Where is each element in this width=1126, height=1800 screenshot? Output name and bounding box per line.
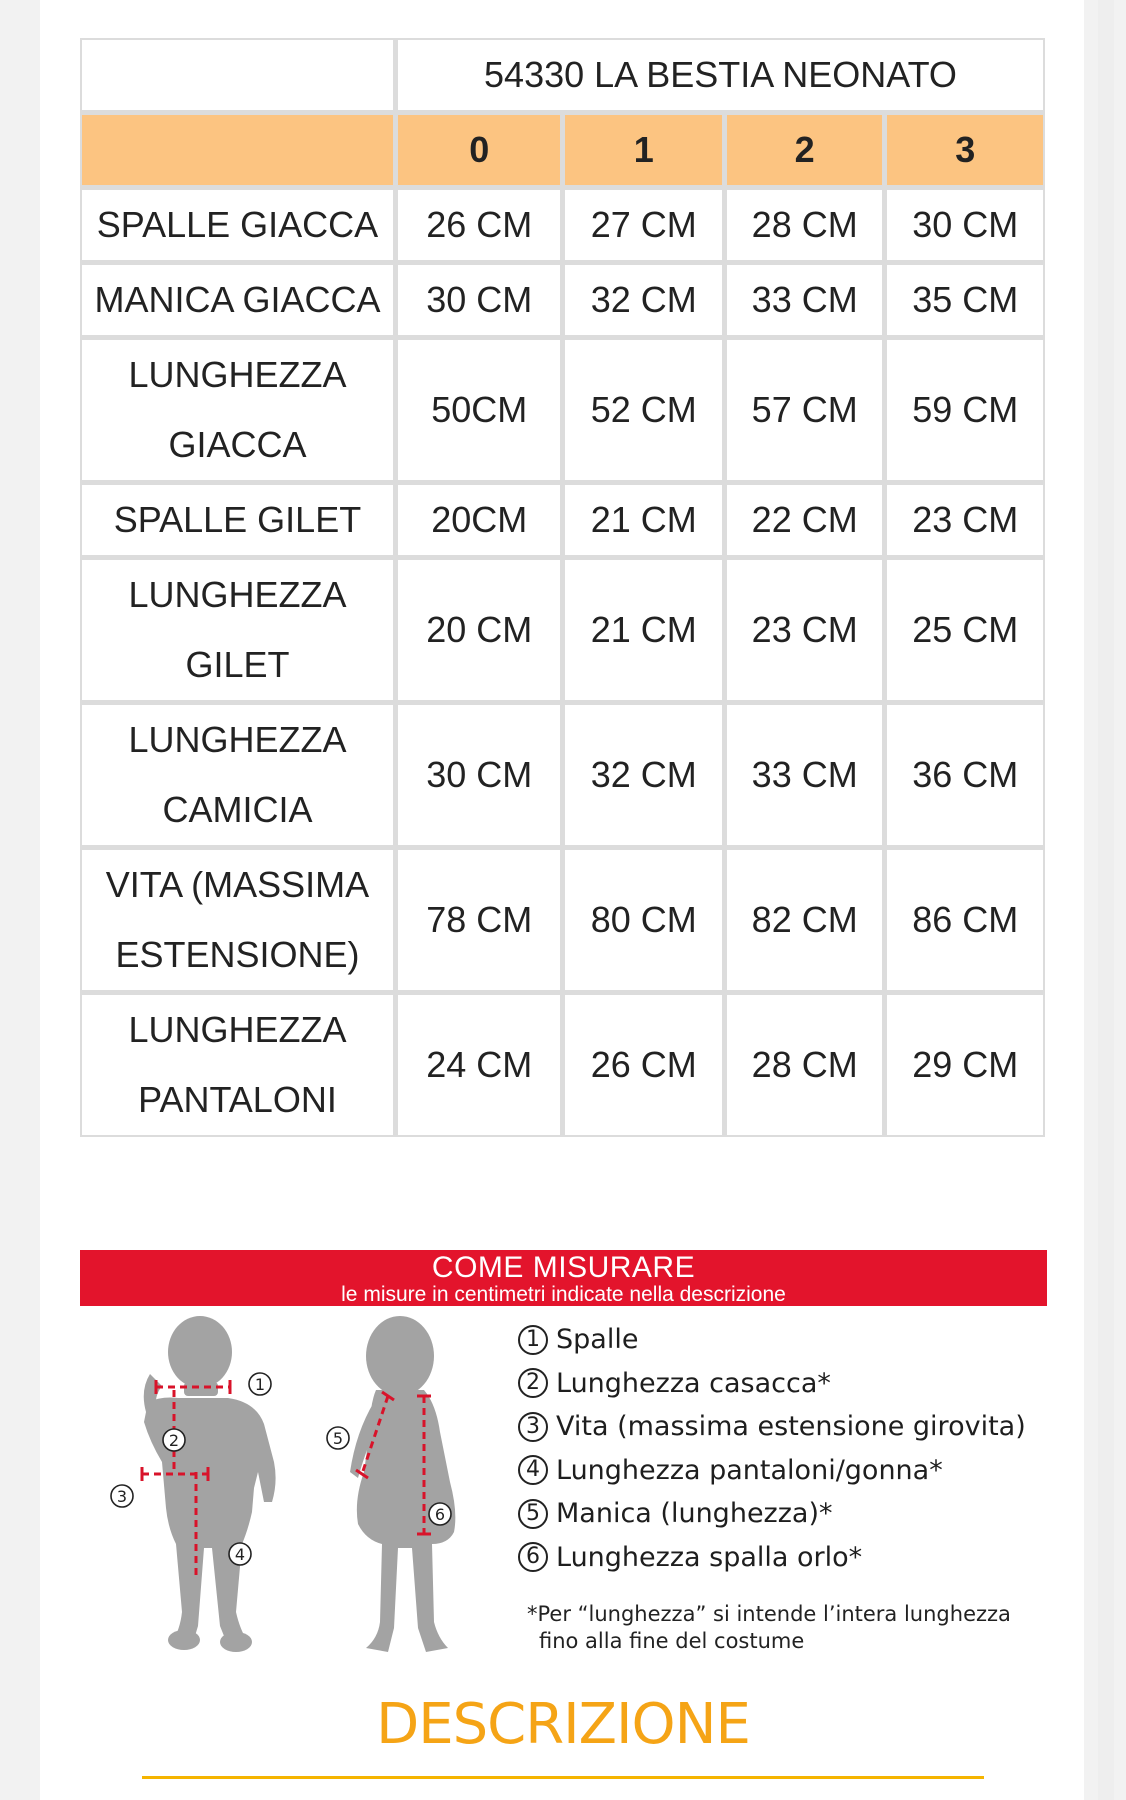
table-corner-cell	[80, 38, 395, 112]
how-to-measure-subtitle: le misure in centimetri indicate nella descrizione	[341, 1283, 786, 1306]
legend-number: 1	[518, 1325, 548, 1355]
measurement-value: 30 CM	[884, 187, 1045, 262]
measurement-label	[80, 557, 395, 702]
measurement-label-line: CAMICIA	[162, 789, 313, 830]
table-row	[80, 337, 1045, 482]
measurement-label-line: MANICA GIACCA	[94, 279, 381, 320]
measurement-value: 21 CM	[562, 557, 723, 702]
measurement-value: 26 CM	[395, 187, 563, 262]
measurement-value: 78 CM	[395, 847, 563, 992]
legend-number: 4	[518, 1455, 548, 1485]
measurement-value: 32 CM	[562, 702, 723, 847]
size-header-blank	[80, 112, 395, 187]
measurement-value: 21 CM	[562, 482, 723, 557]
measurement-value: 52 CM	[562, 337, 723, 482]
legend-text: Vita (massima estensione girovita)	[556, 1411, 1026, 1443]
table-row	[80, 187, 1045, 262]
measurement-label-line: LUNGHEZZA	[128, 574, 347, 615]
legend-item	[518, 1536, 1078, 1580]
measurement-value: 82 CM	[724, 847, 884, 992]
measurement-value: 86 CM	[884, 847, 1045, 992]
measurement-value: 33 CM	[724, 702, 884, 847]
svg-text:1: 1	[254, 1375, 266, 1394]
measurement-label	[80, 702, 395, 847]
measurement-label	[80, 262, 395, 337]
legend-item	[518, 1405, 1078, 1449]
legend-text: Lunghezza pantaloni/gonna*	[556, 1454, 943, 1486]
legend-item	[518, 1318, 1078, 1362]
description-underline	[142, 1776, 984, 1779]
legend-item	[518, 1449, 1078, 1493]
measurement-label	[80, 337, 395, 482]
measurement-label-line: SPALLE GIACCA	[96, 204, 379, 245]
measurement-value: 20CM	[395, 482, 563, 557]
legend-text: Lunghezza casacca*	[556, 1367, 831, 1399]
length-footnote	[527, 1601, 1047, 1655]
measurement-value: 33 CM	[724, 262, 884, 337]
measurement-value: 22 CM	[724, 482, 884, 557]
legend-text: Spalle	[556, 1324, 639, 1356]
measurement-value: 30 CM	[395, 262, 563, 337]
size-header-3: 3	[884, 112, 1045, 187]
footnote-line-1: *Per “lunghezza” si intende l’intera lunghezza	[527, 1602, 1011, 1626]
measurement-label-line: LUNGHEZZA	[128, 1009, 347, 1050]
measurement-value: 24 CM	[395, 992, 563, 1137]
measurement-value: 28 CM	[724, 992, 884, 1137]
size-table	[80, 38, 1045, 1137]
measurement-value: 28 CM	[724, 187, 884, 262]
table-row	[80, 702, 1045, 847]
measurement-label	[80, 847, 395, 992]
measurement-value: 23 CM	[884, 482, 1045, 557]
how-to-measure-title: COME MISURARE	[431, 1251, 696, 1284]
measurement-label-line: PANTALONI	[138, 1079, 337, 1120]
legend-item	[518, 1362, 1078, 1406]
legend-text: Lunghezza spalla orlo*	[556, 1541, 863, 1573]
legend-number: 2	[518, 1368, 548, 1398]
measurement-label	[80, 187, 395, 262]
measurement-value: 59 CM	[884, 337, 1045, 482]
svg-text:5: 5	[332, 1429, 344, 1448]
description-heading: DESCRIZIONE	[376, 1692, 750, 1757]
measurement-value: 26 CM	[562, 992, 723, 1137]
measurement-label-line: SPALLE GILET	[113, 499, 362, 540]
measurement-label-line: LUNGHEZZA	[128, 719, 347, 760]
footnote-line-2: fino alla fine del costume	[539, 1629, 805, 1653]
measurement-label-line: ESTENSIONE)	[115, 934, 360, 975]
measurement-figures	[88, 1312, 488, 1682]
measurement-value: 36 CM	[884, 702, 1045, 847]
child-front-figure	[144, 1316, 276, 1652]
measurement-value: 29 CM	[884, 992, 1045, 1137]
size-header-0: 0	[395, 112, 563, 187]
size-header-1: 1	[562, 112, 723, 187]
measurement-label-line: LUNGHEZZA	[128, 354, 347, 395]
measurement-value: 20 CM	[395, 557, 563, 702]
measurement-label	[80, 482, 395, 557]
table-row	[80, 847, 1045, 992]
svg-text:2: 2	[168, 1431, 180, 1450]
product-title: 54330 LA BESTIA NEONATO	[395, 38, 1045, 112]
svg-text:4: 4	[234, 1545, 246, 1564]
measurement-value: 80 CM	[562, 847, 723, 992]
page-right-edge	[1098, 0, 1114, 1800]
size-header-2: 2	[724, 112, 884, 187]
legend-number: 5	[518, 1499, 548, 1529]
measurement-value: 25 CM	[884, 557, 1045, 702]
measurement-value: 23 CM	[724, 557, 884, 702]
measurement-value: 32 CM	[562, 262, 723, 337]
svg-text:6: 6	[434, 1505, 446, 1524]
legend-item	[518, 1492, 1078, 1536]
child-side-figure	[350, 1316, 455, 1652]
measurement-label-line: GILET	[185, 644, 290, 685]
measurement-value: 57 CM	[724, 337, 884, 482]
legend-number: 6	[518, 1542, 548, 1572]
legend-number: 3	[518, 1412, 548, 1442]
measurement-value: 35 CM	[884, 262, 1045, 337]
measurement-value: 50CM	[395, 337, 563, 482]
legend-text: Manica (lunghezza)*	[556, 1498, 833, 1530]
how-to-measure-banner	[80, 1250, 1047, 1306]
measurement-label-line: GIACCA	[168, 424, 307, 465]
table-row	[80, 557, 1045, 702]
svg-text:3: 3	[116, 1487, 128, 1506]
measurement-label-line: VITA (MASSIMA	[105, 864, 370, 905]
table-row	[80, 482, 1045, 557]
table-row	[80, 262, 1045, 337]
measurement-value: 27 CM	[562, 187, 723, 262]
measurement-label	[80, 992, 395, 1137]
measurement-value: 30 CM	[395, 702, 563, 847]
table-row	[80, 992, 1045, 1137]
measure-legend	[518, 1318, 1078, 1579]
